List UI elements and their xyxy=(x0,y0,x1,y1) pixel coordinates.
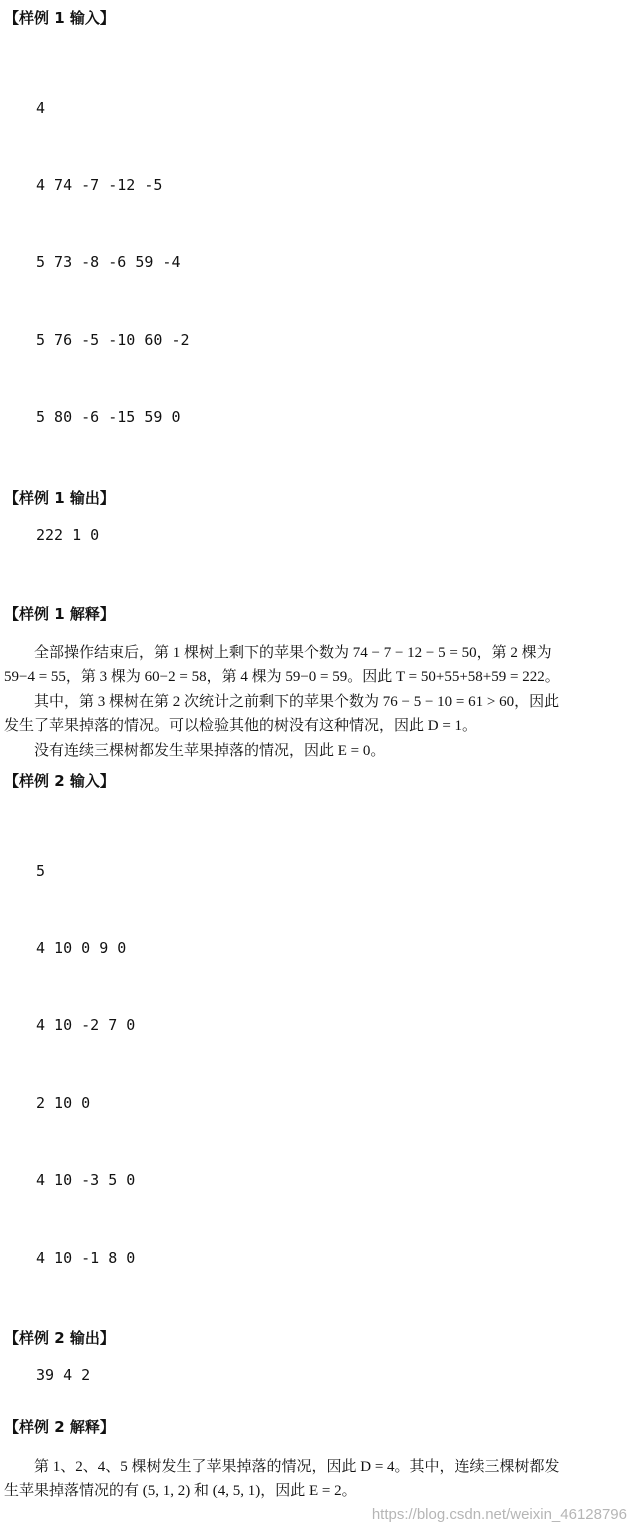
code-line: 4 10 0 9 0 xyxy=(36,939,127,958)
sample1-output: 222 1 0 xyxy=(36,525,100,544)
code-line: 4 xyxy=(36,98,46,117)
paragraph-line: 其中，第 3 棵树在第 2 次统计之前剩下的苹果个数为 76 − 5 − 10 = 61 > 60，因此 xyxy=(34,693,560,710)
code-line: 5 xyxy=(36,861,46,880)
paragraph-line: 发生了苹果掉落的情况。可以检验其他的树没有这种情况，因此 D = 1。 xyxy=(4,718,478,735)
code-line: 5 73 -8 -6 59 -4 xyxy=(36,253,181,272)
code-line: 4 10 -1 8 0 xyxy=(36,1248,136,1267)
sample2-input-heading: 【样例 2 输入】 xyxy=(4,772,115,791)
sample1-explain-heading: 【样例 1 解释】 xyxy=(4,604,115,623)
sample2-input-block xyxy=(36,807,627,1297)
paragraph-line: 生苹果掉落情况的有 (5, 1, 2) 和 (4, 5, 1)，因此 E = 2。 xyxy=(4,1483,357,1500)
code-line: 5 80 -6 -15 59 0 xyxy=(36,408,181,427)
sample1-input-block xyxy=(36,44,627,457)
sample2-output-heading: 【样例 2 输出】 xyxy=(4,1329,115,1348)
paragraph-line: 全部操作结束后，第 1 棵树上剩下的苹果个数为 74 − 7 − 12 − 5 = 50，第 2 棵为 xyxy=(34,644,552,661)
paragraph-line: 59−4 = 55，第 3 棵为 60−2 = 58，第 4 棵为 59−0 = 59。因此 T = 50+55+58+59 = 222。 xyxy=(4,669,560,686)
watermark: https://blog.csdn.net/weixin_46128796 xyxy=(371,1505,627,1523)
paragraph-line: 第 1、2、4、5 棵树发生了苹果掉落的情况，因此 D = 4。其中，连续三棵树都发 xyxy=(34,1458,560,1475)
sample2-output: 39 4 2 xyxy=(36,1366,91,1385)
paragraph-line: 没有连续三棵树都发生苹果掉落的情况，因此 E = 0。 xyxy=(34,742,386,759)
sample2-explain-heading: 【样例 2 解释】 xyxy=(4,1417,115,1436)
code-line: 2 10 0 xyxy=(36,1093,91,1112)
code-line: 5 76 -5 -10 60 -2 xyxy=(36,330,190,349)
code-line: 4 74 -7 -12 -5 xyxy=(36,175,163,194)
sample1-explanation xyxy=(4,641,627,764)
sample1-input-heading: 【样例 1 输入】 xyxy=(4,9,115,27)
sample2-explanation xyxy=(4,1455,627,1504)
code-line: 4 10 -3 5 0 xyxy=(36,1171,136,1190)
sample1-output-heading: 【样例 1 输出】 xyxy=(4,488,115,507)
code-line: 4 10 -2 7 0 xyxy=(36,1016,136,1035)
